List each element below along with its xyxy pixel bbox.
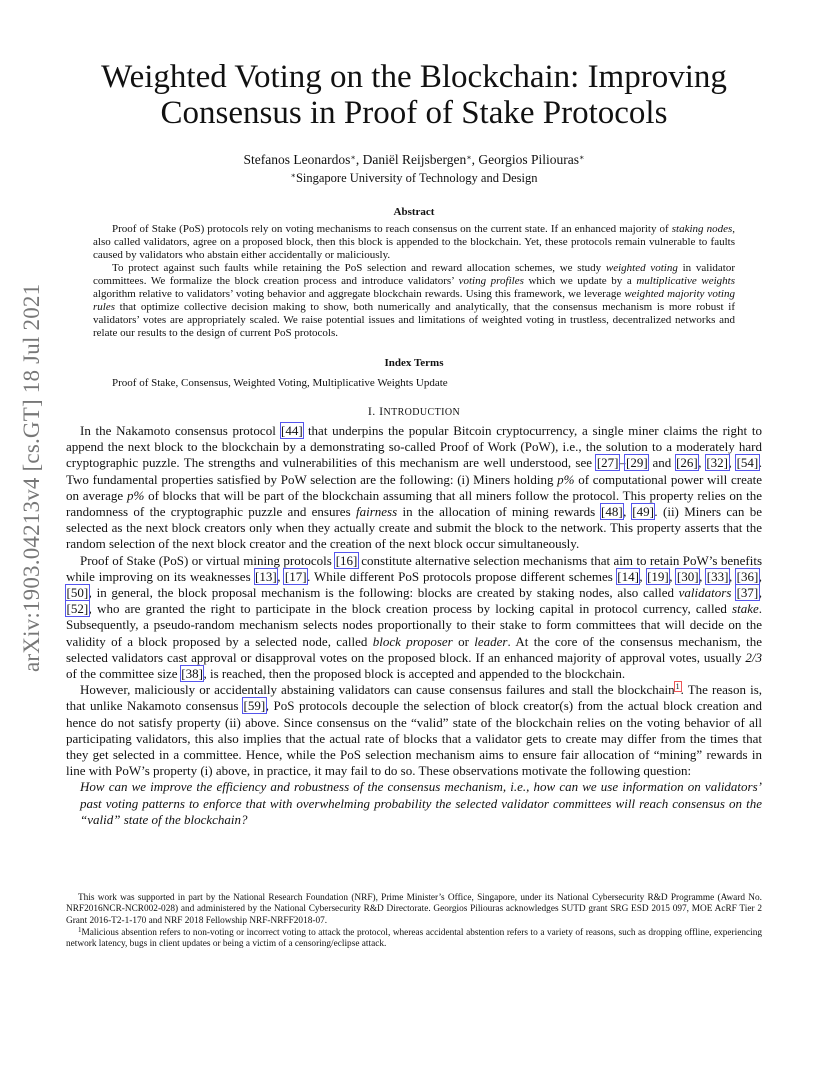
arxiv-identifier-stamp: arXiv:1903.04213v4 [cs.GT] 18 Jul 2021 [19, 283, 44, 672]
author-name: Stefanos Leonardos [243, 152, 351, 167]
emphasized-text: 2/3 [745, 649, 762, 665]
body-paragraph: In the Nakamoto consensus protocol [44] that underpins the popular Bitcoin cryptocurrency, a single miner claims the right to append the next block to the blockchain by a demonstrating so-called Proof of Work (PoW), i.e., the solution to a moderately hard cryptographic puzzle. The strengths and vulnerabilities of this mechanism are well understood, see [27]–[29] and [26], [32], [54]. Two fundamental properties satisfied by PoW selection are the following: (i) Miners holding p% of computational power will create on average p% of blocks that will be part of the blockchain assuming that all miners follow the protocol. This property relies on the randomness of the cryptographic puzzle and ensures fairness in the allocation of mining rewards [48], [49]. (ii) Miners can be selected as the next block creators only when they actually create and submit the block to the network. This property asserts that the random selection of the next block creator and the creation of the next block occur simultaneously. [66, 423, 762, 552]
body-paragraph: Proof of Stake (PoS) or virtual mining protocols [16] constitute alternative selection mechanisms that aim to retain PoW’s benefits while improving on its weaknesses [13], [17]. While different PoS protocols propose different schemes [14], [19], [30], [33], [36], [50], in general, the block proposal mechanism is the following: blocks are created by staking nodes, also called validators [37], [52], who are granted the right to participate in the block creation process by locking capital in protocol currency, called stake. Subsequently, a pseudo-random mechanism selects nodes proportionally to their stake to form committees that will decide on the validity of a block proposed by a selected node, called block proposer or leader. At the core of the consensus mechanism, the selected validators cast approval or disapproval votes on the proposed block. If an enhanced majority of approval votes, usually 2/3 of the committee size [38], is reached, then the proposed block is accepted and appended to the blockchain. [66, 552, 763, 682]
abstract-body [93, 223, 735, 340]
citation-link[interactable]: [27] [596, 455, 619, 471]
citation-link[interactable]: [16] [335, 552, 358, 568]
citation-link[interactable]: [26] [676, 455, 698, 471]
citation-link[interactable]: [30] [676, 568, 699, 584]
index-terms-heading: Index Terms [384, 357, 444, 369]
citation-link[interactable]: [54] [736, 455, 759, 471]
citation-link[interactable]: [19] [647, 568, 669, 584]
citation-link[interactable]: [36] [736, 568, 759, 584]
emphasized-text: weighted majority voting rules [93, 288, 735, 313]
emphasized-text: multiplicative weights [636, 275, 735, 287]
citation-link[interactable]: [52] [66, 601, 89, 617]
research-question: How can we improve the efficiency and robustness of the consensus mechanism, i.e., how can we use information on validators’ past voting patterns to enforce that with overwhelming probability the selected validator committees will reach consensus on the “valid” state of the blockchain? [80, 779, 762, 827]
emphasized-text: stake [732, 601, 759, 617]
citation-link[interactable]: [48] [601, 504, 623, 520]
footnote-link[interactable]: 1 [675, 682, 680, 692]
emphasized-text: p% [557, 471, 575, 487]
citation-link[interactable]: [44] [281, 423, 303, 438]
index-terms: Proof of Stake, Consensus, Weighted Voting, Multiplicative Weights Update [112, 377, 448, 389]
citation-link[interactable]: [59] [243, 698, 266, 714]
funding-note: This work was supported in part by the National Research Foundation (NRF), Prime Minister’s Office, Singapore, under its National Cybersecurity R&D Programme (Award No. NRF2016NCR-NCR002-028) and administered by the National Cybersecurity R&D Directorate. Georgios Piliouras acknowledges SUTD grant SRG ESD 2015 097, MOE AcRF Tier 2 Grant 2016-T2-1-170 and NRF 2018 Fellowship NRF-NRFF2018-07. [66, 893, 762, 926]
citation-link[interactable]: [50] [66, 585, 89, 601]
emphasized-text: staking nodes [671, 223, 733, 235]
section-number: I. [367, 404, 376, 418]
citation-link[interactable]: [49] [632, 504, 654, 520]
emphasized-text: weighted voting [605, 262, 678, 274]
introduction-body [66, 423, 762, 828]
section-title: INTRODUCTION [379, 404, 461, 418]
footnotes [66, 893, 762, 951]
emphasized-text: p% [127, 487, 145, 503]
citation-link[interactable]: [38] [181, 666, 203, 682]
emphasized-text: block proposer [372, 633, 453, 649]
citation-link[interactable]: [37] [736, 585, 759, 601]
citation-link[interactable]: [29] [625, 455, 648, 471]
citation-link[interactable]: [14] [617, 568, 639, 584]
body-paragraph: However, maliciously or accidentally abstaining validators can cause consensus failures and stall the blockchain$^1$. The reason is, that unlike Nakamoto consensus [59], PoS protocols decouple the selection of block creator(s) from the actual block creation and hence do not satisfy property (ii) above. Since consensus on the “valid” state of the blockchain relies on the voting behavior of all participating validators, this also implies that the actual rate of blocks that a validator gets to create may differ from the times that they get selected in a committee. Hence, while the PoS selection mechanism aims to ensure fair allocation of “mining” rewards in line with PoW’s property (i) above, in practice, it may fail to do so. These observations motivate the following question: [66, 682, 763, 779]
affiliation: ∗Singapore University of Technology and Design [290, 171, 538, 185]
citation-link[interactable]: [33] [706, 568, 729, 584]
author-name: Georgios Piliouras [478, 152, 580, 167]
paper-title: Weighted Voting on the Blockchain: Improving Consensus in Proof of Stake Protocols [101, 59, 727, 131]
abstract-heading: Abstract [393, 206, 435, 218]
abstract-paragraph: To protect against such faults while retaining the PoS selection and reward allocation schemes, we study weighted voting in validator committees. We formalize the block creation process and introduce validators’ voting profiles which we update by a multiplicative weights algorithm relative to validators’ voting behavior and aggregate blockchain rewards. Using this framework, we leverage weighted majority voting rules that optimize collective decision making to show, both numerically and analytically, that the consensus mechanism is more robust if validators’ votes are appropriately scaled. We raise potential issues and limitations of weighted voting in trustless, decentralized networks and relate our results to the design of current PoS protocols. [93, 262, 735, 339]
emphasized-text: leader [474, 633, 508, 649]
citation-link[interactable]: [13] [255, 568, 277, 584]
footnote-mark: 1 [78, 925, 82, 934]
footnote: $^1$Malicious absention refers to non-voting or incorrect voting to attack the protocol, whereas accidental abstention refers to a variety of reasons, such as dropping offline, experiencing network latency, bugs in client updates or being a victim of a censoring/eclipse attack. [66, 925, 762, 950]
author-list: Stefanos Leonardos∗, Daniël Reijsbergen∗, Georgios Piliouras∗ [243, 152, 585, 167]
emphasized-text: fairness [355, 504, 398, 520]
emphasized-text: validators [678, 585, 732, 601]
abstract-paragraph: Proof of Stake (PoS) protocols rely on voting mechanisms to reach consensus on the current state. If an enhanced majority of staking nodes, also called validators, agree on a proposed block, then this block is appended to the blockchain. Yet, these protocols remain vulnerable to faults caused by validators who abstain either accidentally or maliciously. [93, 223, 735, 261]
citation-link[interactable]: [17] [284, 568, 307, 584]
section-heading-introduction [60, 404, 768, 419]
citation-link[interactable]: [32] [706, 455, 728, 471]
author-name: Daniël Reijsbergen [362, 152, 467, 167]
emphasized-text: voting profiles [458, 275, 524, 287]
